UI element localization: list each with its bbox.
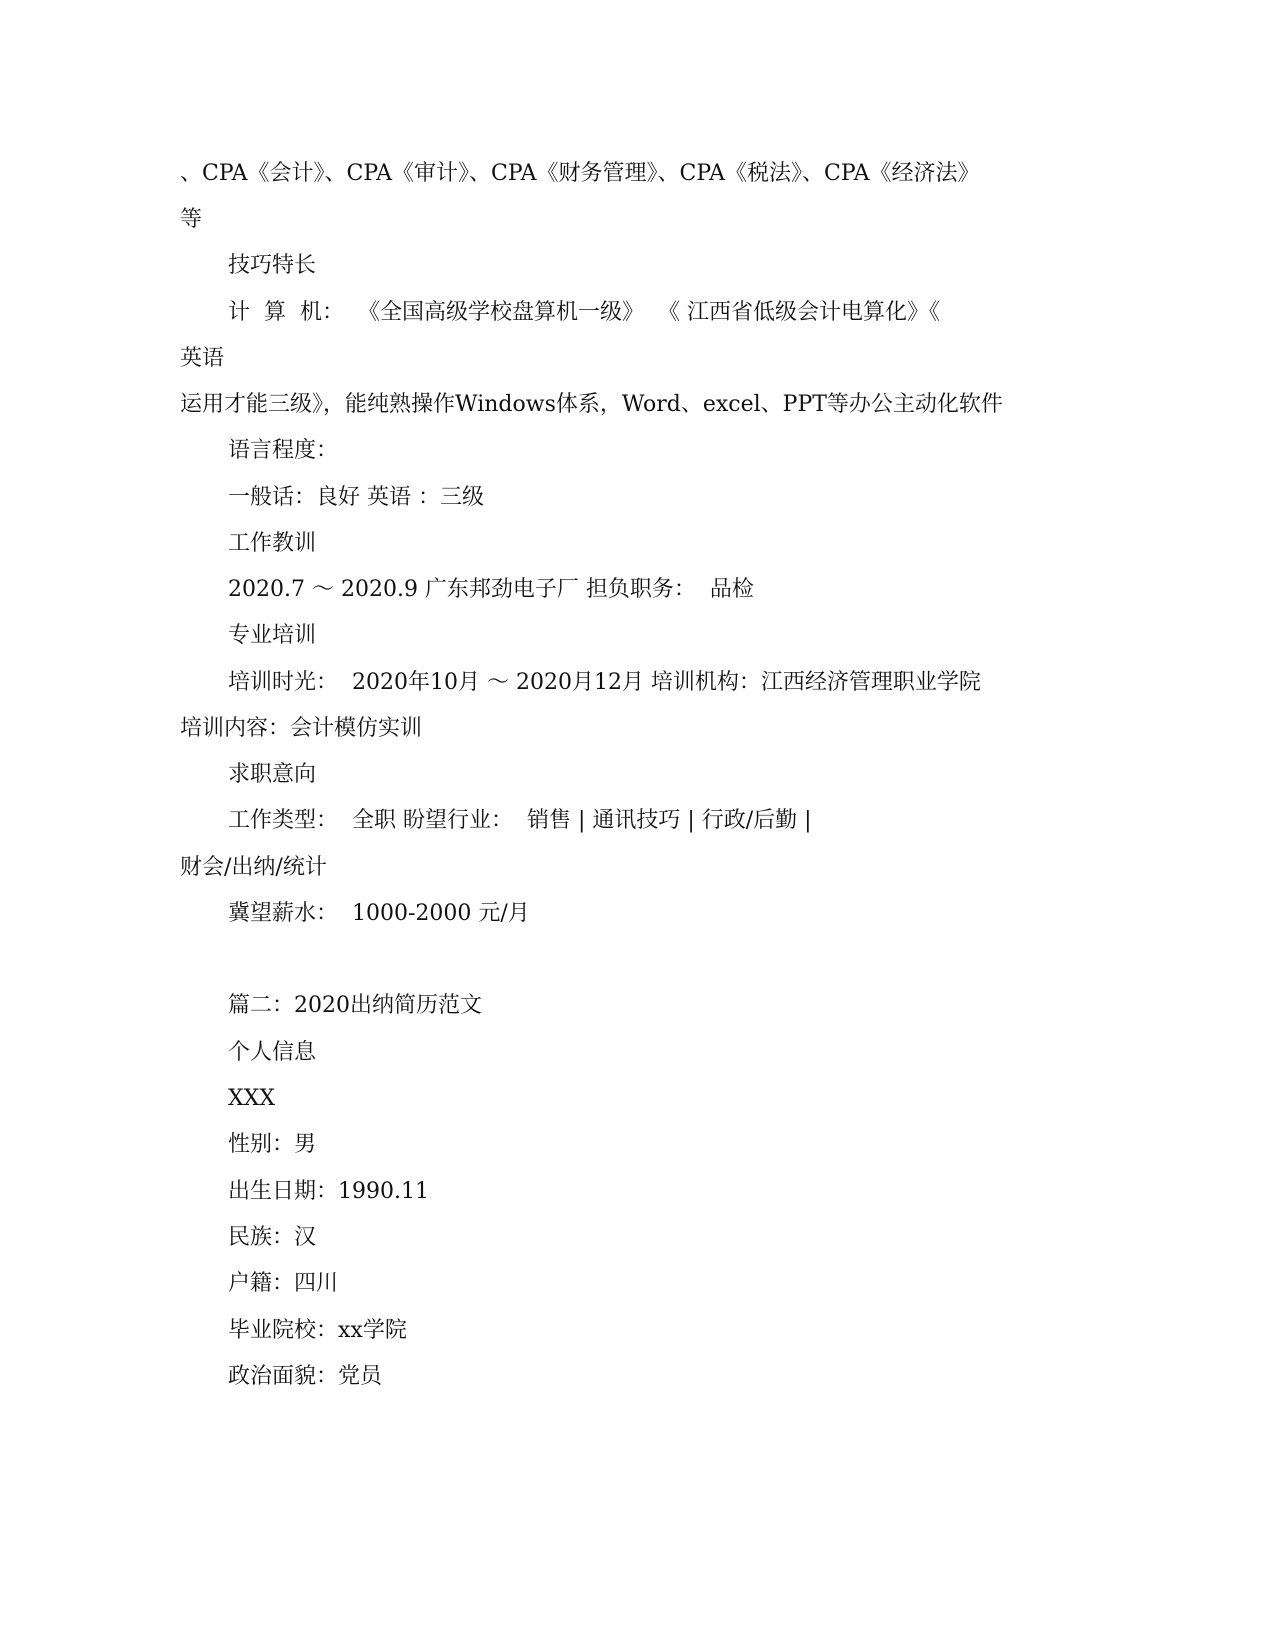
text-line-birth-date: 出生日期：1990.11 xyxy=(228,1179,429,1204)
text-line-computer: 计 算 机： 《全国高级学校盘算机一级》 《 江西省低级会计电算化》《 xyxy=(228,300,940,325)
text-line-job-type-cont: 财会/出纳/统计 xyxy=(180,855,327,880)
section-heading-training: 专业培训 xyxy=(228,623,317,648)
text-line-household: 户籍：四川 xyxy=(228,1271,339,1296)
section-heading-skills: 技巧特长 xyxy=(228,253,317,278)
text-line-training-time: 培训时光： 2020年10月 ～ 2020月12月 培训机构：江西经济管理职业学院 xyxy=(228,670,981,695)
text-line-work-entry: 2020.7 ～ 2020.9 广东邦劲电子厂 担负职务： 品检 xyxy=(228,577,754,602)
text-line-training-content: 培训内容：会计模仿实训 xyxy=(180,716,423,741)
section-heading-work: 工作教训 xyxy=(228,531,317,556)
text-line-political-status: 政治面貌：党员 xyxy=(228,1364,383,1389)
text-line-salary: 冀望薪水： 1000-2000 元/月 xyxy=(228,901,530,926)
section-heading-part-two: 篇二：2020出纳简历范文 xyxy=(228,993,482,1018)
text-line-name: XXX xyxy=(228,1086,275,1111)
text-line-deng: 等 xyxy=(180,207,203,232)
text-line-school: 毕业院校：xx学院 xyxy=(228,1318,407,1343)
text-line-language-level: 语言程度： xyxy=(228,438,339,463)
text-line-cpa-courses: 、CPA《会计》、CPA《审计》、CPA《财务管理》、CPA《税法》、CPA《经济法》 xyxy=(180,161,980,186)
text-line-english: 英语 xyxy=(180,346,225,371)
text-line-mandarin-english: 一般话：良好 英语 ：三级 xyxy=(228,485,484,510)
text-line-software: 运用才能三级》，能纯熟操作Windows体系，Word、excel、PPT等办公主动化软件 xyxy=(180,392,1003,417)
text-line-gender: 性别：男 xyxy=(228,1132,317,1157)
text-line-ethnicity: 民族：汉 xyxy=(228,1225,317,1250)
section-heading-job-intent: 求职意向 xyxy=(228,762,317,787)
text-line-job-type: 工作类型： 全职 盼望行业： 销售 | 通讯技巧 | 行政/后勤 | xyxy=(228,808,812,833)
section-heading-personal-info: 个人信息 xyxy=(228,1040,317,1065)
